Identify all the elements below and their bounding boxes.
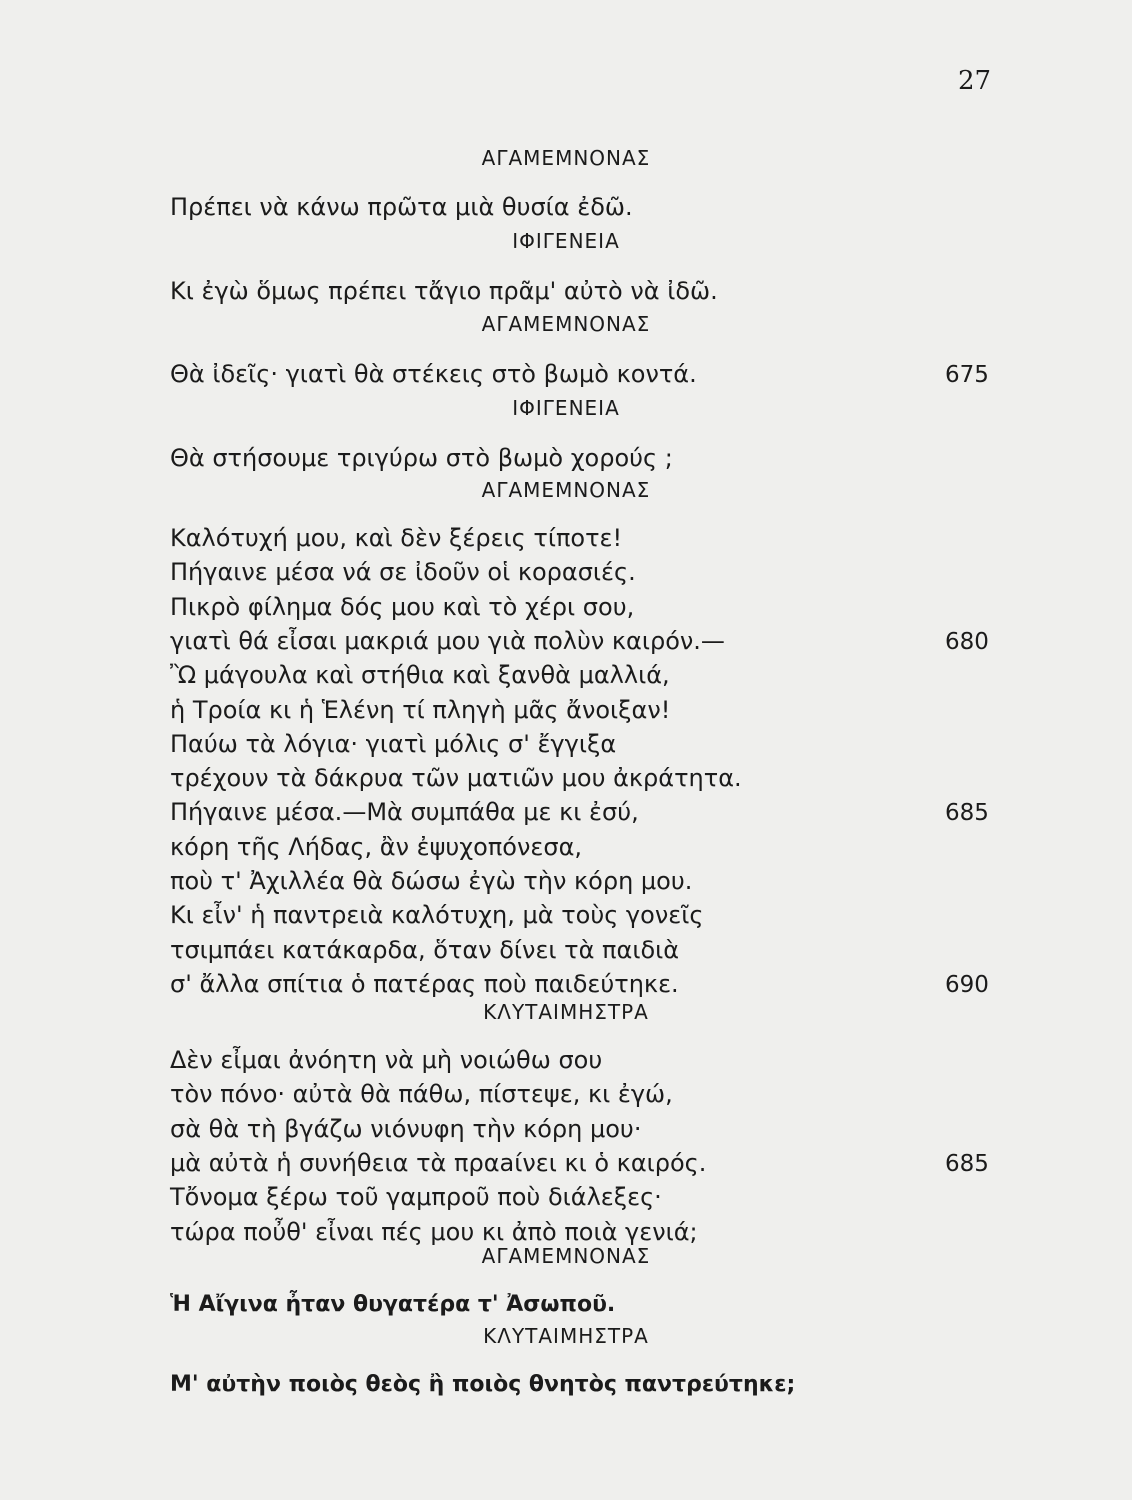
verse-line: Καλότυχή μου, καὶ δὲν ξέρεις τίποτε! <box>170 524 623 552</box>
speaker-name: ΙΦΙΓΕΝΕΙΑ <box>512 396 620 420</box>
verse-line: Πήγαινε μέσα.—Μὰ συμπάθα με κι ἐσύ, <box>170 798 639 827</box>
page-number: 27 <box>958 66 992 96</box>
speaker-name: ΑΓΑΜΕΜΝΟΝΑΣ <box>481 312 651 336</box>
verse-line: Δὲν εἶμαι ἀνόητη νὰ μὴ νοιώθω σου <box>170 1046 603 1074</box>
verse-line: Κι εἶν' ἡ παντρειὰ καλότυχη, μὰ τοὺς γονεῖς <box>170 901 704 930</box>
verse-line: ἡ Τροία κι ἡ Ἑλένη τί πληγὴ μᾶς ἄνοιξαν! <box>170 695 671 724</box>
verse-line: Πήγαινε μέσα νά σε ἰδοῦν οἱ κορασιές. <box>170 558 636 587</box>
verse-line: Παύω τὰ λόγια· γιατὶ μόλις σ' ἔγγιξα <box>170 729 617 758</box>
verse-line: τὸν πόνο· αὐτὰ θὰ πάθω, πίστεψε, κι ἐγώ, <box>170 1080 673 1109</box>
verse-line: τρέχουν τὰ δάκρυα τῶν ματιῶν μου ἀκράτητα. <box>170 764 742 793</box>
verse-line: Πικρὸ φίλημα δός μου καὶ τὸ χέρι σου, <box>170 592 635 621</box>
verse-line: Τὄνομα ξέρω τοῦ γαμπροῦ ποὺ διάλεξες· <box>170 1183 662 1212</box>
verse-line: ποὺ τ' Ἀχιλλέα θὰ δώσω ἐγὼ τὴν κόρη μου. <box>170 867 693 895</box>
verse-line: μὰ αὐτὰ ἡ συνήθεια τὰ πραaίνει κι ὁ καιρός. <box>170 1148 707 1177</box>
verse-line: τσιμπάει κατάκαρδα, ὅταν δίνει τὰ παιδιὰ <box>170 935 680 964</box>
line-number: 680 <box>945 628 989 655</box>
verse-line: γιατὶ θά εἶσαι μακριά μου γιὰ πολὺν καιρόν.— <box>170 626 725 655</box>
verse-line: Ἡ Αἴγινα ἦταν θυγατέρα τ' Ἀσωποῦ. <box>170 1292 616 1317</box>
verse-line: Πρέπει νὰ κάνω πρῶτα μιὰ θυσία ἐδῶ. <box>170 193 633 221</box>
speaker-name: ΑΓΑΜΕΜΝΟΝΑΣ <box>481 478 651 502</box>
speaker-name: ΑΓΑΜΕΜΝΟΝΑΣ <box>481 1244 651 1268</box>
line-number: 685 <box>945 800 989 827</box>
verse-line: κόρη τῆς Λήδας, ἂν ἐψυχοπόνεσα, <box>170 832 583 861</box>
line-number: 675 <box>945 362 989 388</box>
verse-line: σὰ θὰ τὴ βγάζω νιόνυφη τὴν κόρη μου· <box>170 1114 642 1143</box>
speaker-name: ΑΓΑΜΕΜΝΟΝΑΣ <box>481 146 651 170</box>
line-number: 690 <box>945 971 989 998</box>
verse-line: Ὢ μάγουλα καὶ στήθια καὶ ξανθὰ μαλλιά, <box>170 661 670 690</box>
verse-line: σ' ἄλλα σπίτια ὁ πατέρας ποὺ παιδεύτηκε. <box>170 969 679 998</box>
line-number: 685 <box>945 1150 989 1177</box>
speaker-name: ΚΛΥΤΑΙΜΗΣΤΡΑ <box>483 1324 649 1348</box>
speaker-name: ΚΛΥΤΑΙΜΗΣΤΡΑ <box>483 1000 649 1024</box>
verse-line: τώρα ποὖθ' εἶναι πές μου κι ἀπὸ ποιὰ γενιά; <box>170 1217 698 1246</box>
verse-line: Θὰ στήσουμε τριγύρω στὸ βωμὸ χορούς ; <box>170 444 673 472</box>
verse-line: Μ' αὐτὴν ποιὸς θεὸς ἢ ποιὸς θνητὸς παντρεύτηκε; <box>170 1372 796 1397</box>
verse-line: Θὰ ἰδεῖς· γιατὶ θὰ στέκεις στὸ βωμὸ κοντά. <box>170 360 697 388</box>
verse-line: Κι ἐγὼ ὅμως πρέπει τἄγιο πρᾶμ' αὐτὸ νὰ ἰδῶ. <box>170 277 718 305</box>
speaker-name: ΙΦΙΓΕΝΕΙΑ <box>512 229 620 253</box>
